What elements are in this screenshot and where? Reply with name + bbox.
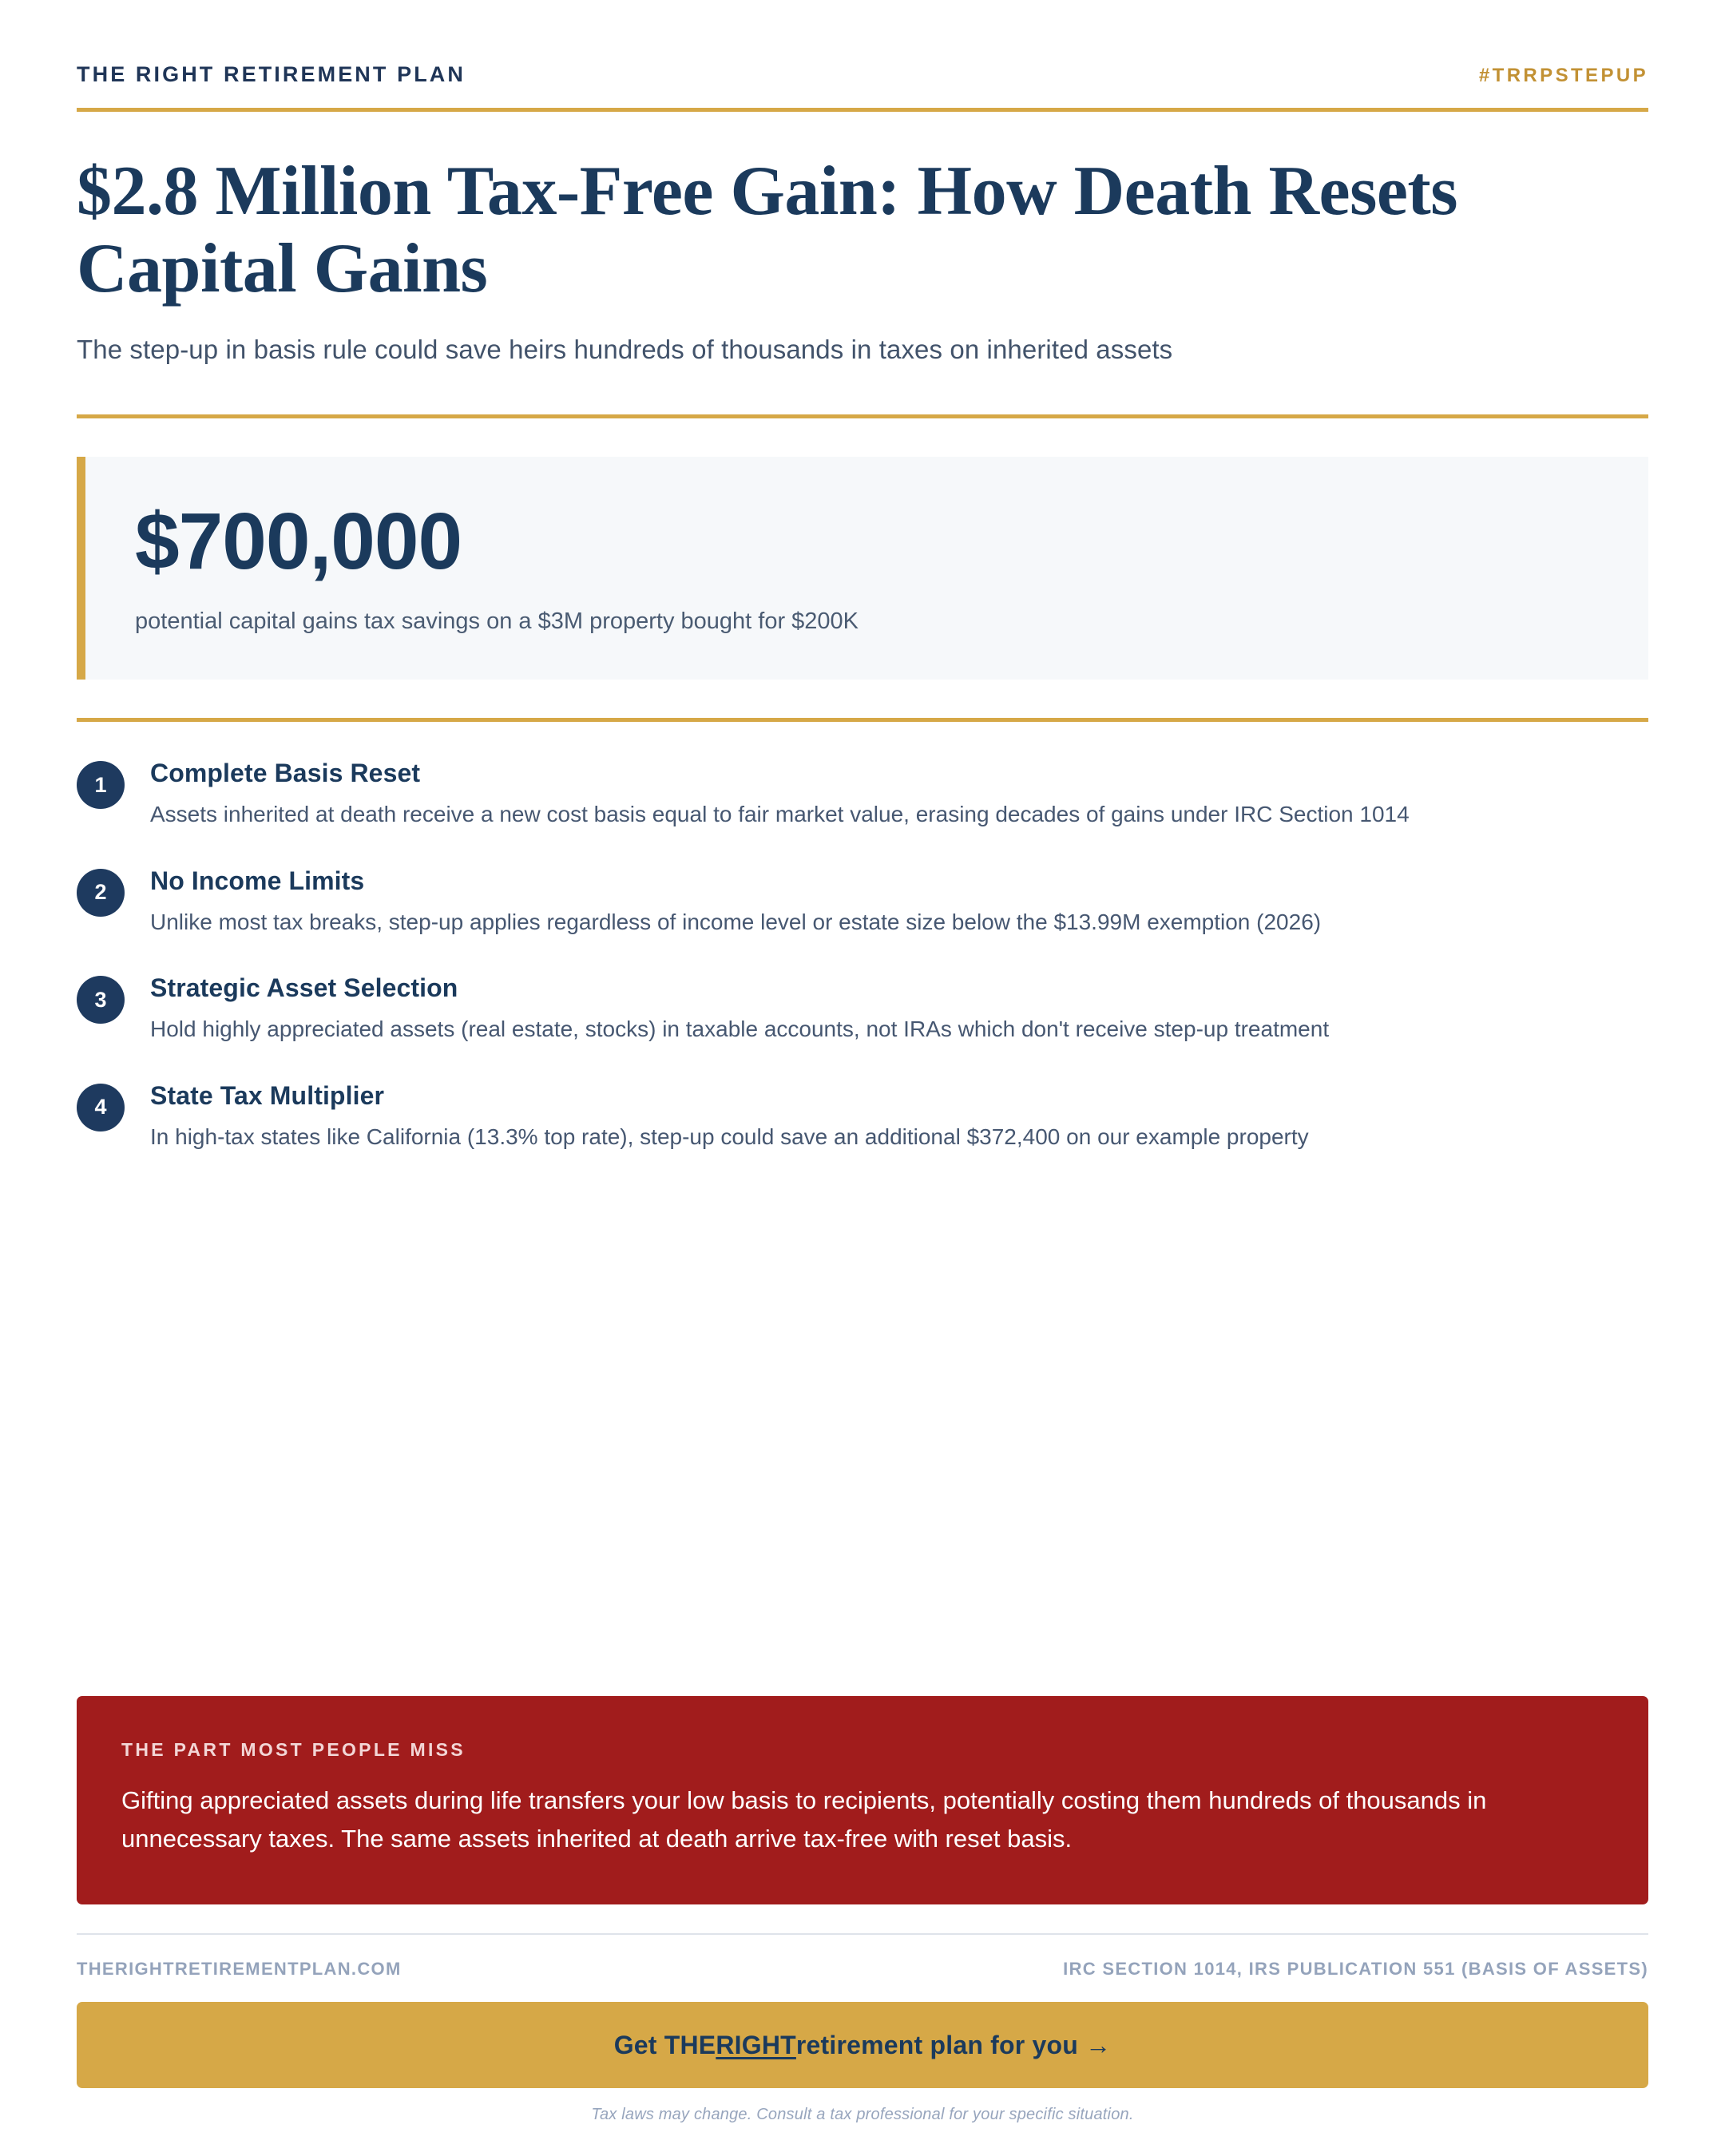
cta-emphasis: RIGHT: [716, 2030, 796, 2059]
point-content: [150, 865, 1648, 939]
list-item: [77, 972, 1648, 1046]
layout-spacer: [77, 1153, 1648, 1696]
cta-button[interactable]: [77, 2002, 1648, 2088]
list-item: [77, 1080, 1648, 1154]
page-title: $2.8 Million Tax-Free Gain: How Death Resets Capital Gains: [77, 153, 1457, 307]
cta-prefix: Get THE: [613, 2030, 716, 2059]
list-item: [77, 757, 1648, 831]
stat-value: $700,000: [135, 497, 462, 587]
footer-website: THERIGHTRETIREMENTPLAN.COM: [77, 1959, 402, 1979]
point-content: [150, 1080, 1648, 1154]
disclaimer-text: Tax laws may change. Consult a tax professional for your specific situation.: [591, 2106, 1134, 2123]
point-description: In high-tax states like California (13.3% top rate), step-up could save an additional $372,400 on our example property: [150, 1124, 1309, 1149]
point-number-badge: 1: [77, 761, 125, 809]
point-title: No Income Limits: [150, 866, 365, 895]
brand-name: THE RIGHT RETIREMENT PLAN: [77, 62, 466, 86]
point-number-badge: 4: [77, 1084, 125, 1132]
point-title: Complete Basis Reset: [150, 759, 421, 788]
callout-body: Gifting appreciated assets during life transfers your low basis to recipients, potentially costing them hundreds of thousands in unnecessary taxes. The same assets inherited at death arrive tax-free with reset basis.: [121, 1785, 1487, 1853]
point-number-badge: 3: [77, 976, 125, 1024]
page-subtitle: The step-up in basis rule could save heirs hundreds of thousands in taxes on inherited assets: [77, 334, 1173, 364]
stat-body: [85, 457, 910, 680]
point-description: Hold highly appreciated assets (real estate, stocks) in taxable accounts, not IRAs which don't receive step-up treatment: [150, 1017, 1330, 1042]
divider-gold-bottom: [77, 718, 1648, 722]
key-points-list: [77, 757, 1648, 1153]
list-item: [77, 865, 1648, 939]
cta-suffix: retirement plan for you →: [795, 2030, 1112, 2059]
point-title: Strategic Asset Selection: [150, 973, 458, 1003]
stat-accent-bar: [77, 457, 85, 680]
footer-meta: [77, 1933, 1648, 1980]
point-number-badge: 2: [77, 869, 125, 917]
stat-panel: [77, 457, 1648, 680]
divider-gold-top: [77, 414, 1648, 418]
title-block: [77, 112, 1648, 368]
callout-kicker: THE PART MOST PEOPLE MISS: [121, 1738, 466, 1760]
point-description: Unlike most tax breaks, step-up applies regardless of income level or estate size below the $13.99M exemption (2026): [150, 909, 1322, 934]
point-description: Assets inherited at death receive a new cost basis equal to fair market value, erasing decades of gains under IRC Section 1014: [150, 802, 1410, 827]
footer-sources: IRC SECTION 1014, IRS PUBLICATION 551 (BASIS OF ASSETS): [1063, 1959, 1648, 1979]
stat-label: potential capital gains tax savings on a $3M property bought for $200K: [135, 608, 859, 635]
point-content: [150, 972, 1648, 1046]
masthead: [77, 0, 1648, 112]
point-content: [150, 757, 1648, 831]
campaign-hashtag: #TRRPSTEPUP: [1478, 65, 1648, 86]
callout-box: [77, 1696, 1648, 1904]
point-title: State Tax Multiplier: [150, 1080, 385, 1110]
